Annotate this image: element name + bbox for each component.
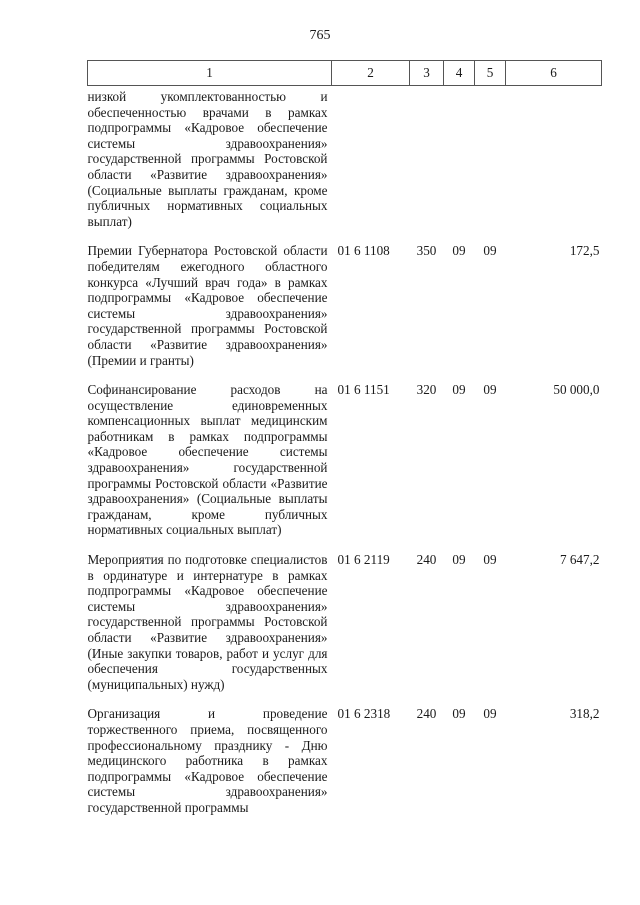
row-subsection: 09 (483, 706, 497, 722)
row-section (444, 86, 475, 230)
row-subsection: 09 (483, 552, 497, 568)
row-subsection (475, 86, 506, 230)
column-header-6: 6 (506, 61, 602, 86)
row-section: 09 (452, 382, 466, 398)
row-target-code: 01 6 1151 (337, 382, 390, 398)
row-expense-type: 320 (416, 382, 437, 398)
row-description: Мероприятия по подготовке специалистов в ординатуре и интернатуре в рамках подпрограммы «Кадровое обеспечение системы здравоохранения» государственной программы Ростовской области «Развитие здравоохранения» (Иные закупки товаров, работ и услуг для обеспечения государственных (муниципальных) нужд) (87, 552, 328, 692)
row-description: низкой укомплектованностью и обеспеченностью врачами в рамках подпрограммы «Кадровое обеспечение системы здравоохранения» государственной программы Ростовской области «Развитие здравоохранения» (Социальные выплаты гражданам, кроме публичных нормативных социальных выплат) (87, 89, 328, 229)
column-header-4: 4 (444, 61, 475, 86)
row-description: Организация и проведение торжественного приема, посвященного профессиональному празднику - Дню медицинского работника в рамках подпрограммы «Кадровое обеспечение системы здравоохранения» государственной программы (87, 706, 328, 815)
row-amount: 7 647,2 (559, 552, 600, 568)
row-target-code: 01 6 2318 (337, 706, 391, 722)
row-amount: 318,2 (569, 706, 600, 722)
row-description: Премии Губернатора Ростовской области победителям ежегодного областного конкурса «Лучший врач года» в рамках подпрограммы «Кадровое обеспечение системы здравоохранения» государственной программы Ростовской области «Развитие здравоохранения» (Премии и гранты) (87, 243, 328, 368)
row-section: 09 (452, 706, 466, 722)
table-header-row (88, 61, 602, 86)
row-target-code: 01 6 2119 (337, 552, 390, 568)
column-header-3: 3 (410, 61, 444, 86)
row-amount (506, 86, 602, 230)
row-section: 09 (452, 552, 466, 568)
table-row (88, 86, 602, 230)
table-row (88, 229, 602, 368)
budget-table (87, 60, 602, 816)
row-expense-type: 240 (416, 706, 437, 722)
row-subsection: 09 (483, 382, 497, 398)
row-amount: 172,5 (569, 243, 600, 259)
row-target-code: 01 6 1108 (337, 243, 390, 259)
page-number: 765 (309, 28, 331, 43)
table-row (88, 538, 602, 692)
row-subsection: 09 (483, 243, 497, 259)
row-section: 09 (452, 243, 466, 259)
row-description: Софинансирование расходов на осуществление единовременных компенсационных выплат медицинским работникам в рамках подпрограммы «Кадровое обеспечение системы здравоохранения» государственной программы Ростовской области «Развитие здравоохранения» (Социальные выплаты гражданам, кроме публичных нормативных социальных выплат) (87, 382, 328, 538)
column-header-1: 1 (88, 61, 332, 86)
row-expense-type: 350 (416, 243, 437, 259)
table-row (88, 692, 602, 815)
column-header-2: 2 (332, 61, 410, 86)
row-target-code (332, 86, 410, 230)
table-row (88, 368, 602, 538)
row-amount: 50 000,0 (553, 382, 600, 398)
row-expense-type (410, 86, 444, 230)
row-expense-type: 240 (416, 552, 437, 568)
column-header-5: 5 (475, 61, 506, 86)
